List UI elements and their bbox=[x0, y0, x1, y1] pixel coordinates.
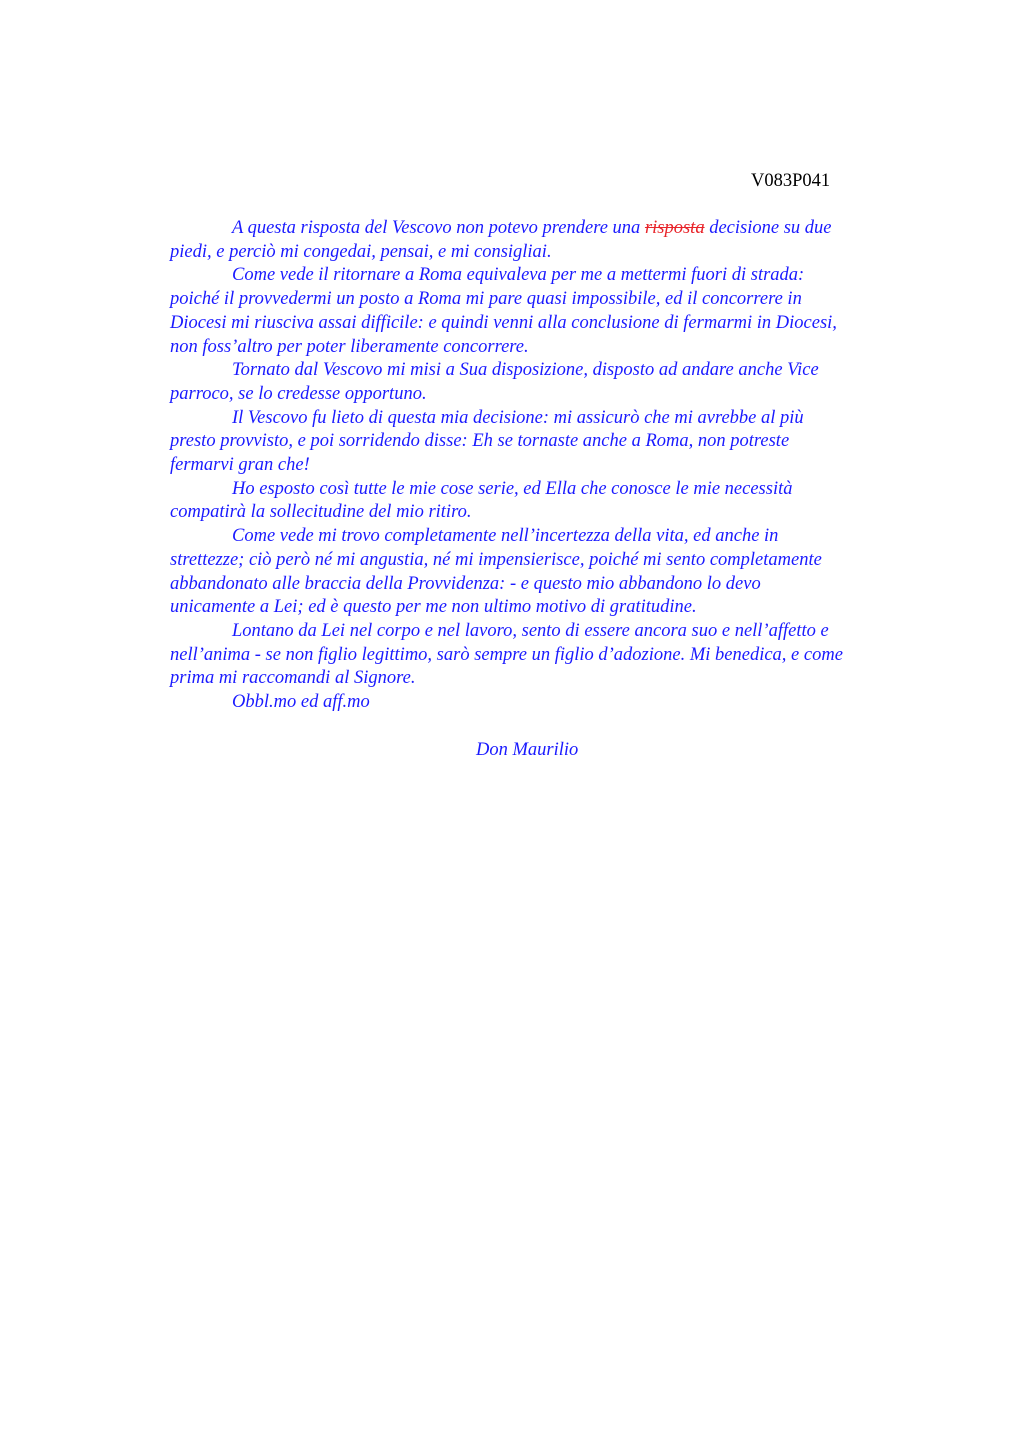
paragraph-4: Il Vescovo fu lieto di questa mia decisione: mi assicurò che mi avrebbe al più presto provvisto, e poi sorridendo disse: Eh se tornaste anche a Roma, non potreste fermarvi gran che! bbox=[170, 407, 804, 476]
paragraph-3: Tornato dal Vescovo mi misi a Sua disposizione, disposto ad andare anche Vice parroco, se lo credesse opportuno. bbox=[170, 360, 819, 404]
paragraph-2: Come vede il ritornare a Roma equivaleva per me a mettermi fuori di strada: poiché il provvedermi un posto a Roma mi pare quasi impossibile, ed il concorrere in Diocesi mi riusciva assai difficile: e quindi venni alla conclusione di fermarmi in Diocesi, non foss’altro per poter liberamente concorrere. bbox=[170, 265, 837, 357]
paragraph-5: Ho esposto così tutte le mie cose serie, ed Ella che conosce le mie necessità compatirà la sollecitudine del mio ritiro. bbox=[170, 478, 793, 523]
closing-salutation: Obbl.mo ed aff.mo bbox=[232, 692, 370, 713]
page-code: V083P041 bbox=[751, 171, 831, 191]
paragraph-7: Lontano da Lei nel corpo e nel lavoro, sento di essere ancora suo e nell’affetto e nell’anima - se non figlio legittimo, sarò sempre un figlio d’adozione. Mi benedica, e come prima mi raccomandi al Signore. bbox=[170, 620, 843, 689]
paragraph-1 bbox=[170, 217, 930, 264]
paragraph-1-end: decisione su due piedi, e perciò mi congedai, pensai, e mi consigliai. bbox=[170, 218, 832, 262]
letter-body bbox=[170, 217, 930, 715]
signature: Don Maurilio bbox=[476, 740, 579, 760]
deleted-word: risposta bbox=[644, 218, 705, 238]
paragraph-6: Come vede mi trovo completamente nell’incertezza della vita, ed anche in strettezze; ciò però né mi angustia, né mi impensierisce, poiché mi sento completamente abbandonato alle braccia della Provvidenza: - e questo mio abbandono lo devo unicamente a Lei; ed è questo per me non ultimo motivo di gratitudine. bbox=[170, 526, 822, 618]
paragraph-1-start: A questa risposta del Vescovo non potevo prendere una bbox=[232, 218, 645, 238]
